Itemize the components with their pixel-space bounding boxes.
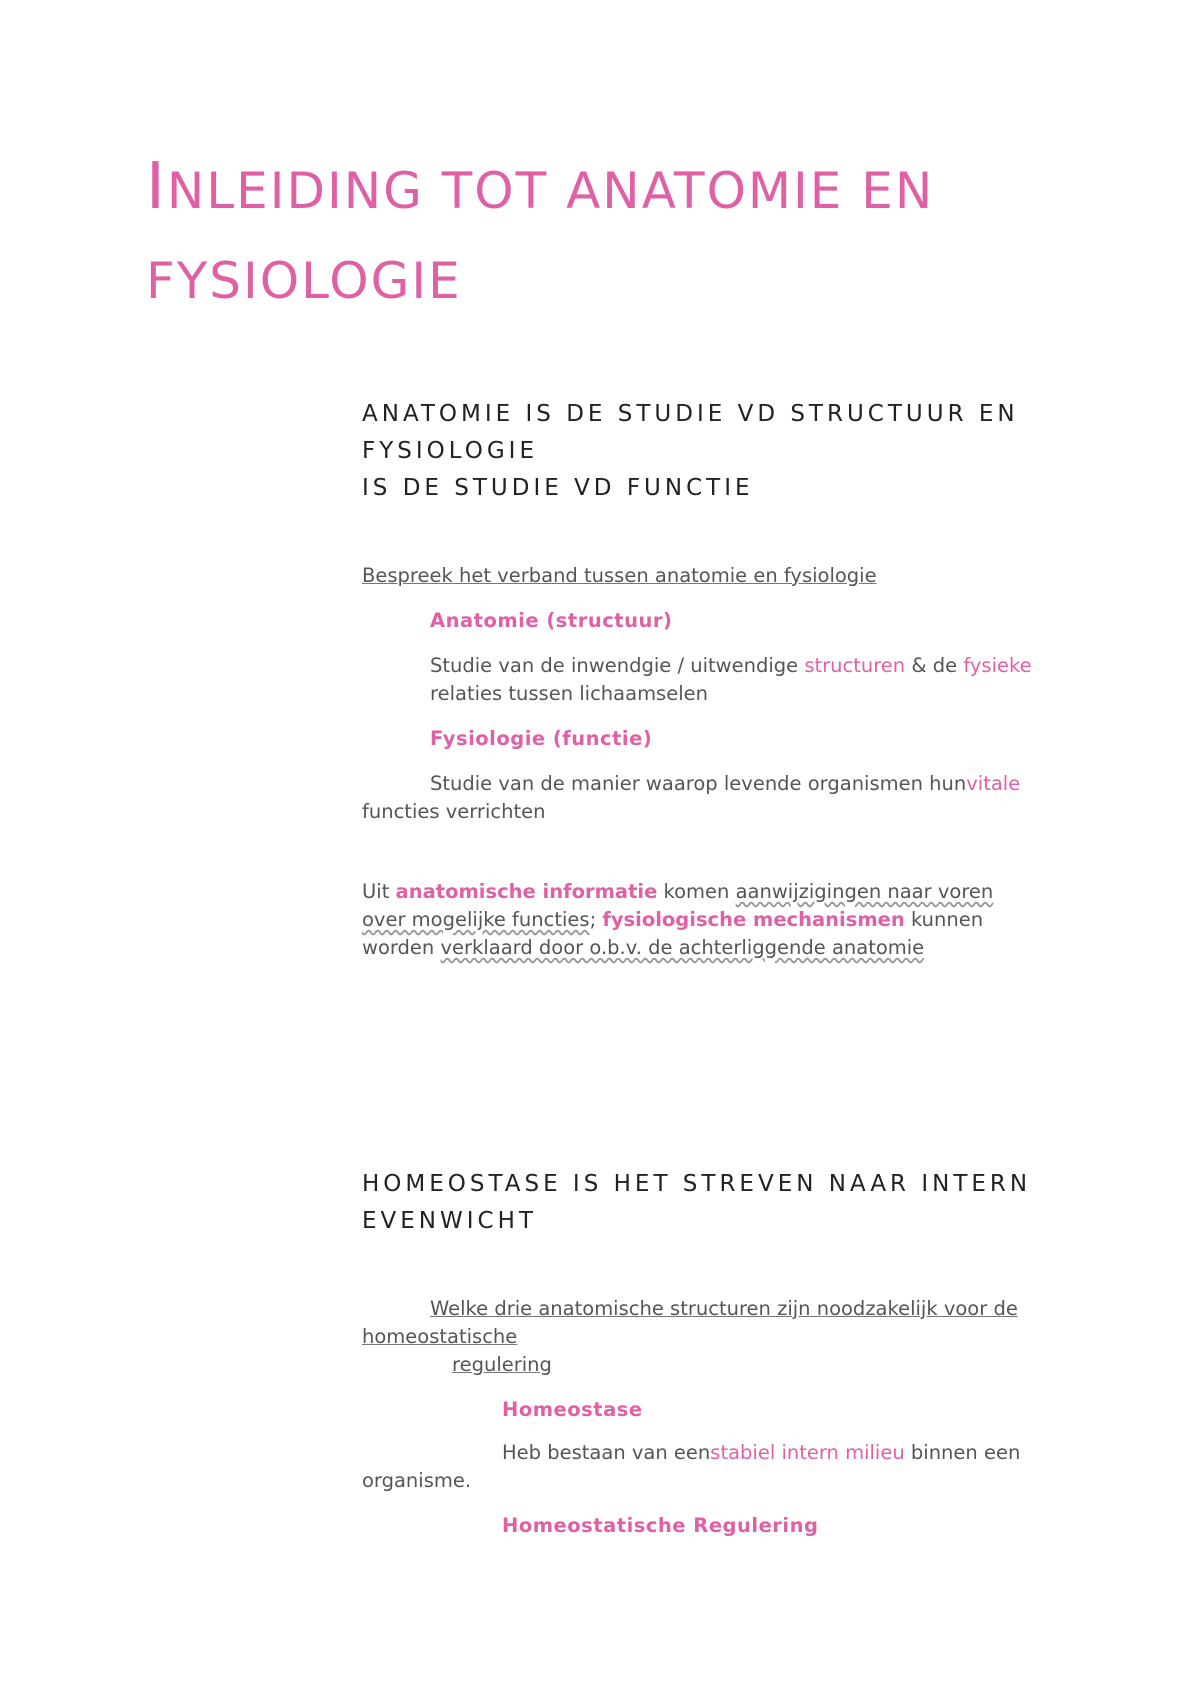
title-line2: FYSIOLOGIE xyxy=(146,252,462,310)
section2-heading xyxy=(362,1166,1082,1240)
conclusion-part1: Uit xyxy=(362,880,396,903)
conclusion-fysiologische-mechanismen: fysiologische mechanismen xyxy=(602,908,905,931)
fysiologie-definition xyxy=(362,770,1082,826)
section1-question: Bespreek het verband tussen anatomie en fysiologie xyxy=(362,564,877,587)
section1-heading-line2: FYSIOLOGIE xyxy=(362,438,539,464)
section2-question xyxy=(362,1295,1082,1379)
conclusion-wavy1: aanwijzigingen naar voren xyxy=(735,880,994,903)
anatomie-def-fysieke: fysieke xyxy=(963,654,1032,677)
anatomie-term: Anatomie (structuur) xyxy=(430,609,673,632)
conclusion-wavy3: verklaard door o.b.v. de achterliggende anatomie xyxy=(440,936,925,959)
conclusion-part4: kunnen xyxy=(904,908,984,931)
anatomie-def-structuren: structuren xyxy=(804,654,906,677)
fysiologie-def-vitale: vitale xyxy=(966,772,1021,795)
fysiologie-term: Fysiologie (functie) xyxy=(430,727,653,750)
homeostase-def-part3: organisme. xyxy=(362,1469,472,1492)
homeostase-def-part2: binnen een xyxy=(904,1441,1021,1464)
anatomie-def-part1: Studie van de inwendgie / uitwendige xyxy=(430,654,805,677)
question-line2: homeostatische xyxy=(362,1325,518,1348)
homeostase-definition xyxy=(362,1439,1082,1495)
conclusion-anatomische-informatie: anatomische informatie xyxy=(395,880,658,903)
conclusion-part3: ; xyxy=(589,908,603,931)
anatomie-def-part2: & de xyxy=(905,654,964,677)
section2-heading-line1: HOMEOSTASE IS HET STREVEN NAAR INTERN xyxy=(362,1171,1032,1197)
homeostase-def-part1: Heb bestaan van een xyxy=(502,1441,711,1464)
section-homeostase xyxy=(362,1166,1082,1540)
fysiologie-def-part1: Studie van de manier waarop levende organismen hun xyxy=(430,772,967,795)
section1-conclusion xyxy=(362,878,1082,962)
section2-heading-line2: EVENWICHT xyxy=(362,1208,537,1234)
title-first-letter: I xyxy=(146,150,167,224)
title-line1: NLEIDING TOT ANATOMIE EN xyxy=(166,162,935,220)
homeostase-def-stabiel-intern-milieu: stabiel intern milieu xyxy=(710,1441,905,1464)
section-anatomie-fysiologie xyxy=(362,396,1082,962)
section1-heading xyxy=(362,396,1082,507)
anatomie-def-part3: relaties tussen lichaamselen xyxy=(430,682,708,705)
section1-heading-line3: IS DE STUDIE VD FUNCTIE xyxy=(362,475,754,501)
conclusion-part2: komen xyxy=(657,880,736,903)
anatomie-definition xyxy=(362,652,1082,708)
question-line1: Welke drie anatomische structuren zijn noodzakelijk voor de xyxy=(430,1297,1018,1320)
homeostatische-regulering-term: Homeostatische Regulering xyxy=(502,1514,819,1537)
fysiologie-def-part2: functies verrichten xyxy=(362,800,546,823)
homeostase-term: Homeostase xyxy=(502,1398,643,1421)
section1-heading-line1: ANATOMIE IS DE STUDIE VD STRUCTUUR EN xyxy=(362,401,1019,427)
page-title xyxy=(146,142,1106,326)
question-line3: regulering xyxy=(452,1353,552,1376)
conclusion-part5: worden xyxy=(362,936,441,959)
conclusion-wavy2: over mogelijke functies xyxy=(362,908,590,931)
